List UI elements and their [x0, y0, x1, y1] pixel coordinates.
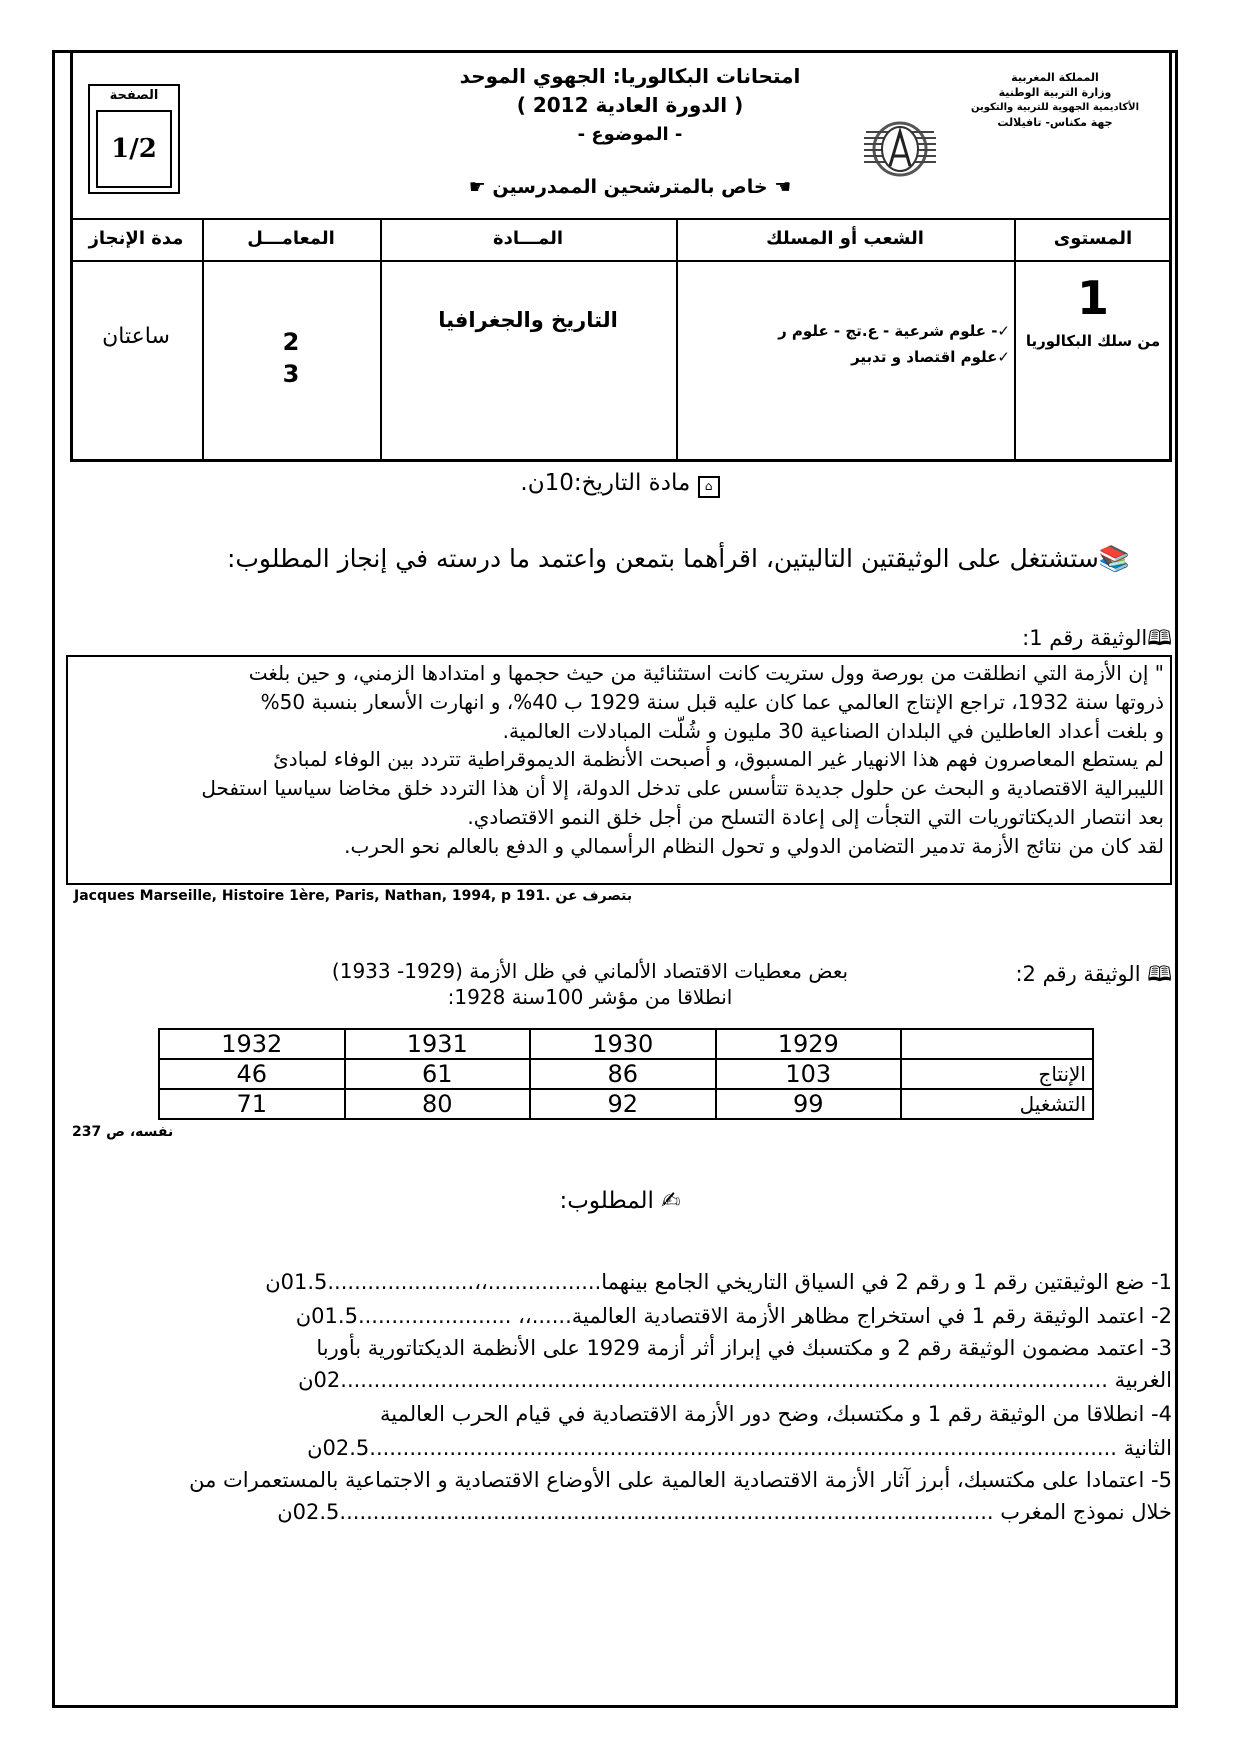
coefficient-1: 2 — [282, 328, 300, 356]
subject-label: - الموضوع - — [577, 124, 683, 145]
coefficient-2: 3 — [282, 360, 300, 388]
header-divider — [70, 218, 1172, 220]
level-number: 1 — [1076, 271, 1109, 325]
header-divider — [70, 260, 1172, 262]
col-coefficient: المعامـــل — [247, 228, 335, 249]
doc1-line: " إن الأزمة التي انطلقت من بورصة وول ستريت كانت استثنائية من حيث حجمها و امتدادها الزمني، و حين بلغت — [248, 661, 1164, 685]
table-row — [159, 1059, 1093, 1089]
task-q4-cont: الثانية ................................................................................................................02.5ن — [307, 1436, 1172, 1460]
doc1-line: ذروتها سنة 1932، تراجع الإنتاج العالمي عما كان عليه قبل سنة 1929 ب 40%، و انهارت الأسعار بنسبة 50% — [260, 689, 1164, 714]
branch-line: ✓علوم اقتصاد و تدبير — [851, 348, 1010, 366]
open-book-icon: 🕮 — [1147, 962, 1172, 986]
col-divider — [380, 218, 382, 462]
doc2-table — [158, 1028, 1094, 1120]
task-q1: 1- ضع الوثيقتين رقم 1 و رقم 2 في السياق التاريخي الجامع بينهما.................،،......................01.5ن — [265, 1270, 1172, 1294]
instruction-text: ستشتغل على الوثيقتين التاليتين، اقرأهما بتمعن واعتمد ما درسته في إنجاز المطلوب: — [226, 544, 1099, 573]
table-cell: 71 — [159, 1089, 345, 1119]
candidates-label: خاص بالمترشحين الممدرسين — [492, 176, 768, 198]
doc1-line: بعد انتصار الديكتاتوريات التي التجأت إلى إعادة التسلح من أجل خلق النمو الاقتصادي. — [467, 804, 1164, 829]
ministry-block — [960, 70, 1150, 130]
book-icon: 📚 — [1098, 544, 1130, 573]
doc2-source: نفسه، ص 237 — [72, 1124, 174, 1140]
table-cell: 1931 — [345, 1029, 531, 1059]
table-cell: 1930 — [530, 1029, 716, 1059]
branch-line: ✓- علوم شرعية - ع.تج - علوم ر — [778, 322, 1010, 340]
doc2-caption-1: بعض معطيات الاقتصاد الألماني في ظل الأزمة (1929- 1933) — [331, 959, 849, 983]
doc1-box — [66, 655, 1172, 885]
task-q3-cont: الغربية ...................................................................................................................02ن — [298, 1368, 1172, 1392]
doc2-caption — [230, 958, 950, 1010]
exam-title-block — [400, 62, 860, 150]
task-q5-cont: خلال نموذج المغرب ..................................................................................................02.5ن — [277, 1500, 1172, 1524]
level-text: من سلك البكالوريا — [1025, 332, 1161, 350]
exam-session: ( الدورة العادية 2012 ) — [516, 93, 744, 117]
table-cell: 1932 — [159, 1029, 345, 1059]
ministry-line: وزارة التربية الوطنية — [998, 86, 1112, 99]
table-cell: 99 — [716, 1089, 902, 1119]
tasks-title — [520, 1188, 720, 1214]
table-cell — [901, 1029, 1093, 1059]
table-cell: 1929 — [716, 1029, 902, 1059]
instruction — [130, 544, 1130, 574]
doc2-caption-2: انطلاقا من مؤشر 100سنة 1928: — [447, 985, 733, 1009]
academy-logo-icon — [862, 118, 938, 180]
task-q4: 4- انطلاقا من الوثيقة رقم 1 و مكتسبك، وضح دور الأزمة الاقتصادية في قيام الحرب العالمية — [380, 1402, 1172, 1426]
table-cell: 92 — [530, 1089, 716, 1119]
row-label: الإنتاج — [901, 1059, 1093, 1089]
col-level: المستوى — [1053, 228, 1133, 249]
writing-hand-icon: ✍ — [661, 1188, 681, 1214]
doc2-title — [1015, 960, 1172, 995]
table-cell: 80 — [345, 1089, 531, 1119]
building-icon: ⌂ — [698, 476, 720, 498]
branch-value — [680, 318, 1010, 370]
doc1-title-text: الوثيقة رقم 1: — [1022, 626, 1148, 650]
history-title — [400, 470, 840, 498]
history-title-text: مادة التاريخ:10ن. — [520, 470, 691, 496]
duration-value: ساعتان — [102, 324, 170, 349]
page-indicator — [88, 84, 180, 194]
doc2-title-text: الوثيقة رقم 2: — [1015, 962, 1141, 986]
ministry-line: المملكة المغربية — [1011, 71, 1099, 84]
table-cell: 103 — [716, 1059, 902, 1089]
doc1-line: لم يستطع المعاصرون فهم هذا الانهيار غير المسبوق، و أصبحت الأنظمة الديموقراطية تتردد بين الوفاء لمبادئ — [273, 747, 1164, 772]
table-row — [159, 1029, 1093, 1059]
task-q2: 2- اعتمد الوثيقة رقم 1 في استخراج مظاهر الأزمة الاقتصادية العالمية......،، .......................01.5ن — [295, 1304, 1172, 1328]
task-q5: 5- اعتمادا على مكتسبك، أبرز آثار الأزمة الاقتصادية العالمية على الأوضاع الاقتصادية و الاجتماعية بالمستعمرات من — [189, 1468, 1172, 1492]
col-subject: المـــادة — [492, 228, 564, 249]
ministry-line: جهة مكناس- تافيلالت — [997, 116, 1113, 129]
task-q3: 3- اعتمد مضمون الوثيقة رقم 2 و مكتسبك في إبراز أثر أزمة 1929 على الأنظمة الديكتاتورية بأوربا — [316, 1336, 1172, 1360]
table-row — [159, 1089, 1093, 1119]
candidates-line — [400, 176, 860, 198]
doc1-line: الليبرالية الاقتصادية و البحث عن حلول جديدة تتأسس على تدخل الدولة، إلا أن هذا التردد خلق مخاضا سياسيا استفحل — [201, 776, 1164, 801]
page-number: 1/2 — [96, 110, 172, 188]
doc1-source: Jacques Marseille, Histoire 1ère, Paris, Nathan, 1994, p 191. بتصرف عن — [74, 888, 633, 904]
pointing-hand-icon: ☛ — [468, 176, 486, 198]
table-cell: 46 — [159, 1059, 345, 1089]
col-branch: الشعب أو المسلك — [766, 228, 924, 249]
open-book-icon: 🕮 — [1147, 626, 1172, 650]
table-cell: 61 — [345, 1059, 531, 1089]
col-divider — [676, 218, 678, 462]
doc1-line: و بلغت أعداد العاطلين في البلدان الصناعية 30 مليون و شُلّت المبادلات العالمية. — [502, 718, 1164, 743]
tasks-title-text: المطلوب: — [559, 1188, 654, 1214]
doc1-line: لقد كان من نتائج الأزمة تدمير التضامن الدولي و تحول النظام الرأسمالي و الدفع بالعالم نحو الحرب. — [344, 833, 1164, 858]
row-label: التشغيل — [901, 1089, 1093, 1119]
exam-title: امتحانات البكالوريا: الجهوي الموحد — [459, 64, 801, 88]
pointing-hand-icon: ☚ — [774, 176, 792, 198]
ministry-line: الأكاديمية الجهوية للتربية والتكوين — [970, 102, 1140, 113]
col-duration: مدة الإنجاز — [88, 228, 184, 249]
doc1-title — [1022, 624, 1172, 659]
page-label: الصفحة — [109, 88, 159, 103]
table-cell: 86 — [530, 1059, 716, 1089]
subject-value: التاريخ والجغرافيا — [438, 308, 618, 332]
